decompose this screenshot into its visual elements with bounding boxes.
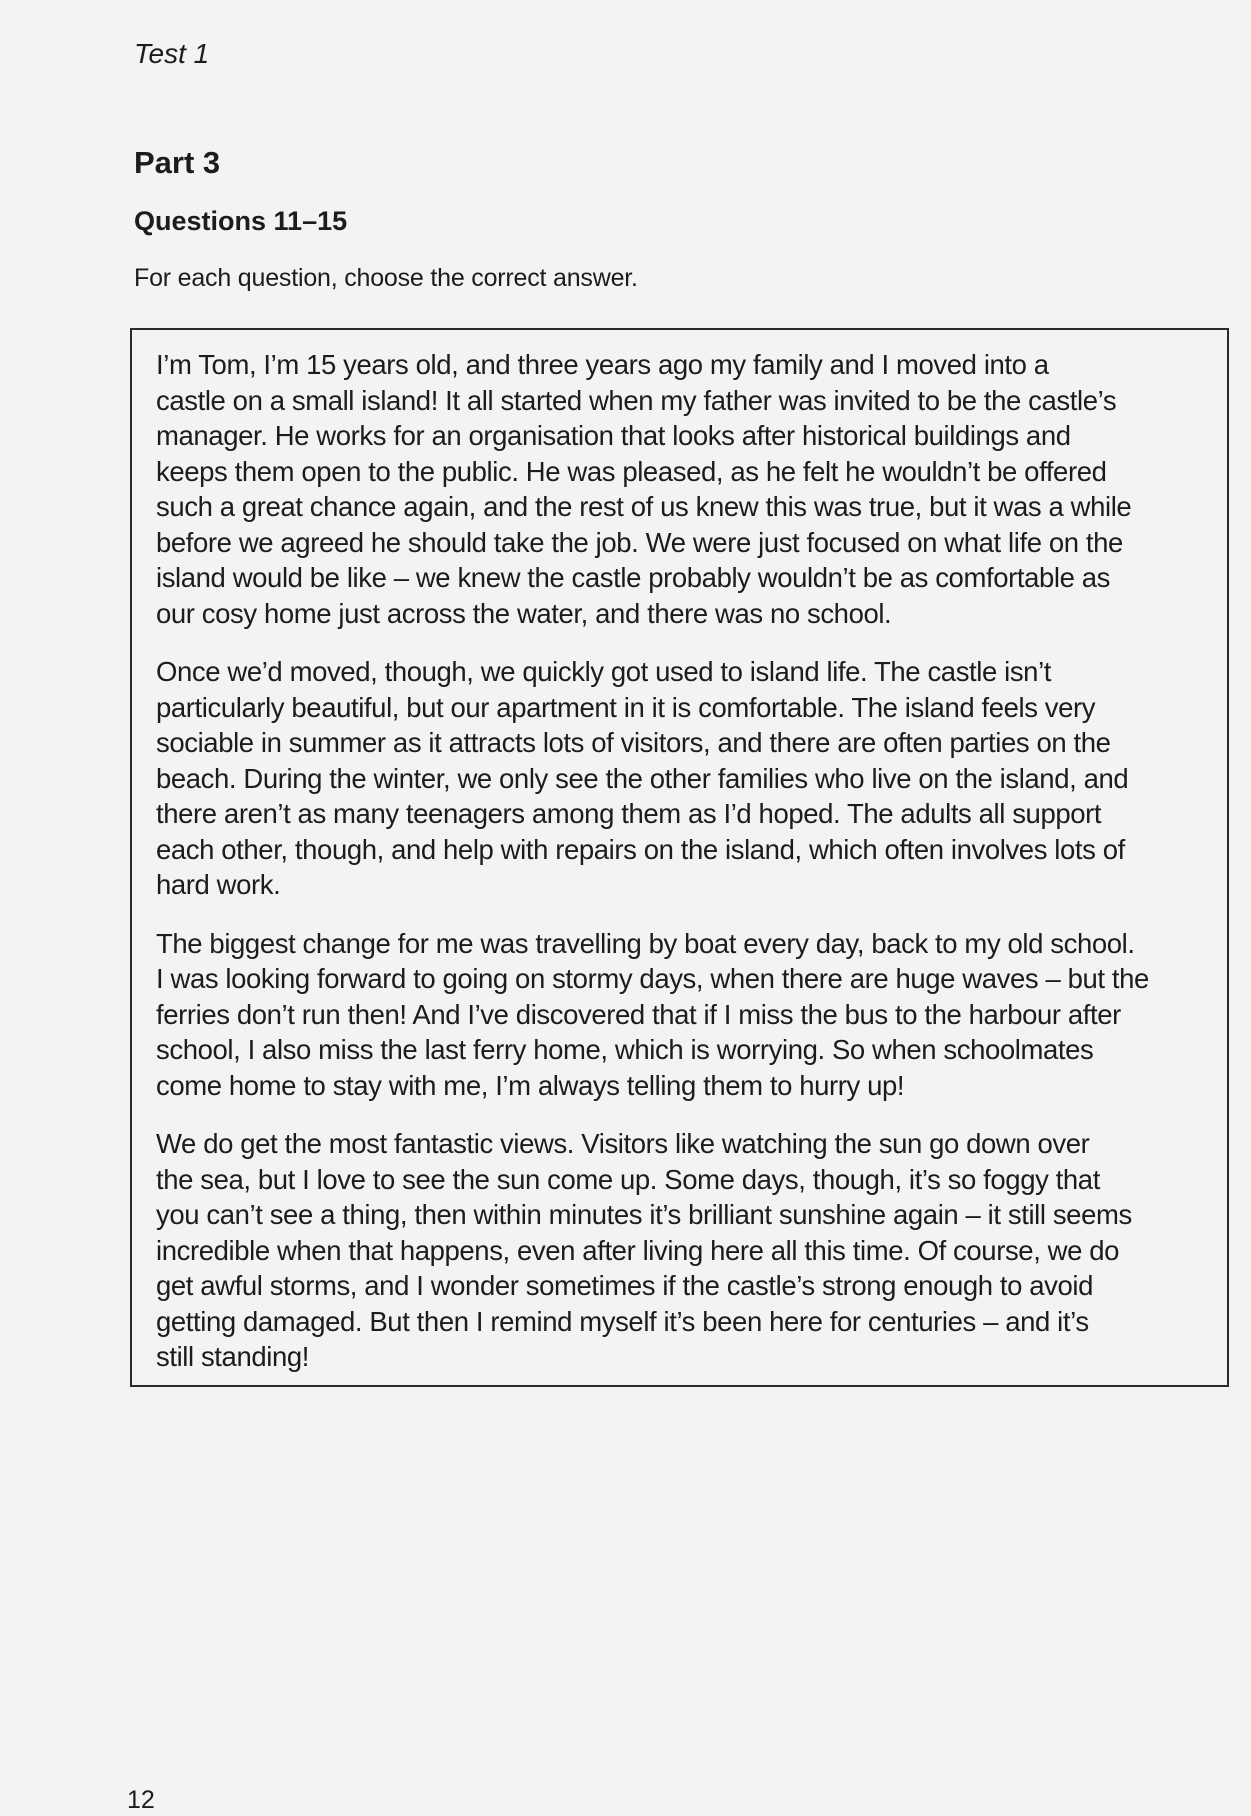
reading-passage-box (130, 328, 1229, 1387)
passage-line: before we agreed he should take the job. We were just focused on what life on the (156, 526, 1123, 558)
passage-paragraph (156, 654, 1207, 903)
passage-line: come home to stay with me, I’m always telling them to hurry up! (156, 1069, 905, 1101)
passage-line: Once we’d moved, though, we quickly got used to island life. The castle isn’t (156, 656, 1052, 687)
passage-line: getting damaged. But then I remind myself it’s been here for centuries – and it’s (156, 1305, 1089, 1337)
passage-line: such a great chance again, and the rest of us knew this was true, but it was a while (156, 491, 1132, 522)
passage-line: The biggest change for me was travelling by boat every day, back to my old school. (156, 927, 1135, 959)
passage-line: ferries don’t run then! And I’ve discovered that if I miss the bus to the harbour after (156, 998, 1121, 1030)
page-number: 12 (127, 1786, 155, 1814)
passage-line: beach. During the winter, we only see the other families who live on the island, and (156, 762, 1129, 794)
passage-line: castle on a small island! It all started when my father was invited to be the castle’s (156, 384, 1117, 416)
passage-line: manager. He works for an organisation that looks after historical buildings and (156, 420, 1071, 451)
passage-line: our cosy home just across the water, and there was no school. (156, 597, 892, 629)
passage-paragraph (156, 347, 1207, 631)
passage-line: school, I also miss the last ferry home, which is worrying. So when schoolmates (156, 1034, 1094, 1065)
passage-line: We do get the most fantastic views. Visitors like watching the sun go down over (156, 1128, 1090, 1159)
passage-line: incredible when that happens, even after living here all this time. Of course, we do (156, 1234, 1120, 1266)
passage-line: each other, though, and help with repairs on the island, which often involves lots of (156, 833, 1125, 865)
passage-line: get awful storms, and I wonder sometimes if the castle’s strong enough to avoid (156, 1270, 1094, 1301)
passage-paragraph (156, 926, 1207, 1104)
passage-line: I was looking forward to going on stormy days, when there are huge waves – but the (156, 963, 1149, 994)
passage-line: sociable in summer as it attracts lots of visitors, and there are often parties on the (156, 727, 1111, 758)
passage-line: particularly beautiful, but our apartment in it is comfortable. The island feels very (156, 691, 1096, 723)
questions-title: Questions 11–15 (134, 206, 348, 236)
part-title: Part 3 (134, 145, 221, 180)
passage-paragraph (156, 1126, 1207, 1375)
running-head: Test 1 (134, 38, 210, 69)
passage-line: you can’t see a thing, then within minutes it’s brilliant sunshine again – it still seems (156, 1199, 1132, 1230)
passage-line: keeps them open to the public. He was pleased, as he felt he wouldn’t be offered (156, 455, 1107, 487)
passage-line: hard work. (156, 869, 281, 900)
instruction-text: For each question, choose the correct answer. (134, 264, 638, 292)
passage-line: island would be like – we knew the castle probably wouldn’t be as comfortable as (156, 562, 1110, 593)
passage-line: there aren’t as many teenagers among them as I’d hoped. The adults all support (156, 798, 1102, 829)
passage-line: the sea, but I love to see the sun come up. Some days, though, it’s so foggy that (156, 1163, 1100, 1195)
passage-line: I’m Tom, I’m 15 years old, and three years ago my family and I moved into a (156, 349, 1049, 380)
passage-line: still standing! (156, 1341, 309, 1372)
